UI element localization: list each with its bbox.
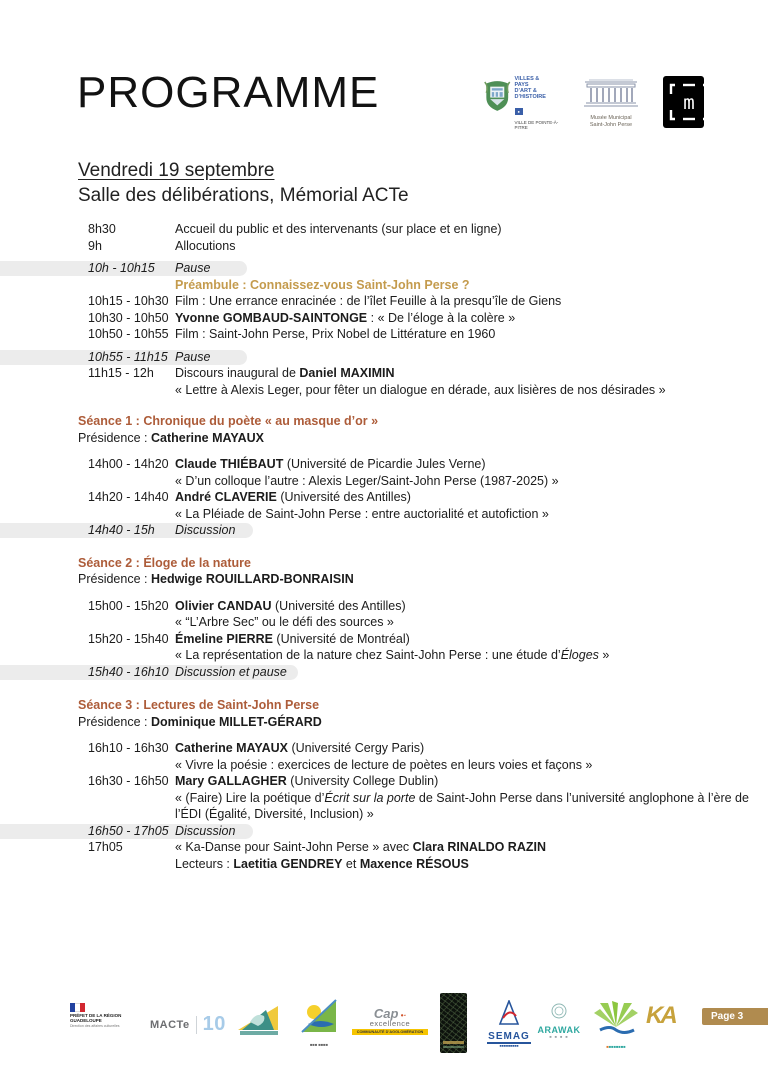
text-segment: Mary GALLAGHER: [175, 774, 287, 788]
schedule-row: [88, 293, 768, 310]
prefet-region-guadeloupe-logo: [70, 1003, 122, 1028]
event-description: [175, 293, 754, 310]
text-segment: Yvonne GOMBAUD-SAINTONGE: [175, 310, 368, 325]
dark-emblem-icon: [440, 993, 467, 1053]
text-segment: Hedwige ROUILLARD-BONRAISIN: [150, 572, 354, 586]
event-description: [175, 489, 754, 506]
text-segment: Présidence :: [78, 572, 151, 586]
crest-city-badge: ●: [515, 108, 523, 115]
time-slot: 15h20 - 15h40: [88, 631, 169, 646]
text-segment: (Université de Montréal): [272, 631, 410, 646]
text-segment: « La représentation de la nature chez Saint-John Perse : une étude d’: [175, 648, 561, 662]
city-crest-icon: [484, 76, 511, 116]
text-segment: Clara RINALDO RAZIN: [412, 840, 546, 854]
text-segment: Présidence :: [78, 714, 151, 729]
time-slot: 10h30 - 10h50: [88, 310, 169, 325]
arawak-sublabel: ■ ■ ■ ■: [549, 1035, 569, 1039]
event-description: [175, 773, 754, 790]
text-segment: (University College Dublin): [286, 774, 439, 788]
time-slot: 8h30: [88, 222, 116, 236]
text-segment: « Ka-Danse pour Saint-John Perse » avec: [175, 840, 413, 854]
talk-detail-line: [175, 757, 754, 774]
text-segment: Maxence RÉSOUS: [359, 856, 469, 871]
text-segment: Catherine MAYAUX: [150, 430, 264, 445]
event-venue: Salle des délibérations, Mémorial ACTe: [78, 185, 409, 206]
chair-line: [78, 430, 768, 447]
event-description: [175, 221, 754, 238]
crest-caption: VILLES & PAYS D’ART & D’HISTOIRE: [514, 76, 546, 100]
text-segment: Laetitia GENDREY: [233, 856, 343, 871]
event-description: [175, 839, 754, 856]
text-segment: Discussion: [175, 523, 236, 537]
agave-plant-logo: [592, 997, 640, 1049]
time-slot: 10h55 - 11h15: [88, 349, 168, 364]
event-description: [175, 522, 754, 539]
talk-detail-line: [175, 506, 754, 523]
schedule-row: [88, 823, 768, 840]
spacer: [0, 588, 768, 598]
text-segment: et: [342, 856, 360, 871]
m-bracket-icon: [663, 76, 715, 128]
cap-dot-icon: •·: [398, 1011, 407, 1020]
schedule-row: [88, 598, 768, 615]
schedule-row: [88, 489, 768, 506]
cap-excellence-logo: [352, 1008, 428, 1035]
event-description: [175, 365, 754, 382]
text-segment: André CLAVERIE: [175, 490, 277, 504]
semag-logo: [487, 1000, 531, 1048]
schedule-row: [88, 522, 768, 539]
schedule-row: [88, 631, 768, 648]
schedule-row: [88, 326, 768, 343]
text-segment: « Vivre la poésie : exercices de lecture de poètes en leurs voies et façons »: [175, 757, 593, 772]
macte-10-badge: 10: [202, 1013, 226, 1035]
musee-caption-line2: Saint-John Perse: [589, 121, 633, 128]
text-segment: « Lettre à Alexis Leger, pour fêter un dialogue en dérade, aux lisières de nos désirades »: [175, 382, 666, 397]
cap-excellence-word: excellence: [369, 1019, 411, 1028]
time-slot: 10h50 - 10h55: [88, 327, 169, 341]
musee-caption-line1: Musée Municipal: [590, 115, 632, 121]
schedule-row: [88, 839, 768, 856]
text-segment: (Université Cergy Paris): [288, 741, 425, 755]
semag-label: SEMAG: [488, 1031, 530, 1042]
time-slot: 15h40 - 16h10: [88, 664, 169, 679]
talk-detail-line: [175, 647, 754, 664]
header-logos: [484, 76, 704, 136]
schedule-row: [88, 773, 768, 790]
text-segment: Éloges: [560, 648, 599, 662]
time-slot: 17h05: [88, 840, 123, 854]
text-segment: Film : Saint-John Perse, Prix Nobel de Littérature en 1960: [175, 327, 496, 341]
text-segment: « “L’Arbre Sec” ou le défi des sources »: [175, 615, 394, 629]
event-description: [175, 598, 754, 615]
agave-leaves-icon: [592, 997, 640, 1039]
text-segment: (Université des Antilles): [271, 598, 406, 613]
text-segment: Catherine MAYAUX: [175, 741, 289, 755]
text-segment: : « De l’éloge à la colère »: [367, 310, 516, 325]
time-slot: 16h50 - 17h05: [88, 823, 169, 838]
text-segment: « (Faire) Lire la poétique d’: [175, 790, 325, 805]
text-segment: Accueil du public et des intervenants (sur place et en ligne): [175, 222, 502, 236]
arawak-label: ARAWAK: [537, 1025, 581, 1035]
prefet-sublabel: Direction des affaires culturelles: [70, 1024, 120, 1028]
event-description: [175, 631, 754, 648]
schedule-row: [88, 349, 768, 366]
schedule-row: [88, 664, 768, 681]
talk-detail-line: [175, 473, 754, 490]
spacer: [0, 446, 768, 456]
event-description: [175, 260, 754, 277]
text-segment: (Université de Picardie Jules Verne): [283, 457, 486, 471]
semag-sublabel: ■■■■■■■■■: [499, 1044, 519, 1048]
pointe-a-pitre-crest-logo: [484, 76, 559, 130]
arawak-logo: [534, 1003, 584, 1040]
text-segment: Allocutions: [175, 238, 236, 253]
text-segment: Lecteurs :: [175, 856, 234, 871]
event-description: [175, 740, 754, 757]
talk-detail-line: [175, 277, 754, 294]
svg-text:m: m: [683, 92, 695, 114]
ka-label: KA: [646, 1002, 675, 1029]
text-segment: Discours inaugural de: [175, 366, 300, 380]
schedule-row: [88, 740, 768, 757]
text-segment: de Saint-John Perse dans l’université anglophone à l’ère de l’ÉDI (Égalité, Diversité, Inclusion) »: [175, 790, 749, 821]
text-segment: Olivier CANDAU: [175, 598, 272, 613]
m-bracket-logo: [663, 76, 704, 128]
ka-logo: [646, 1002, 675, 1030]
arawak-medallion-icon: [551, 1003, 567, 1019]
divider: [196, 1016, 197, 1034]
time-slot: 10h15 - 10h30: [88, 294, 169, 308]
session-heading: Séance 1 : Chronique du poète « au masque d’or »: [78, 414, 379, 428]
time-slot: 9h: [88, 238, 102, 253]
event-description: [175, 310, 754, 327]
time-slot: 14h00 - 14h20: [88, 457, 169, 471]
text-segment: Discussion: [175, 823, 236, 838]
text-segment: Discussion et pause: [175, 664, 287, 679]
chair-line: [78, 571, 768, 588]
talk-detail-line: [175, 790, 754, 823]
session-heading: Séance 3 : Lectures de Saint-John Perse: [78, 698, 320, 712]
region-sublabel: ■■■ ■■■■: [309, 1042, 329, 1047]
schedule-row: [88, 310, 768, 327]
talk-detail-line: [175, 382, 754, 399]
region-guadeloupe-logo: [298, 998, 340, 1048]
text-segment: Écrit sur la porte: [324, 790, 416, 805]
text-segment: Préambule : Connaissez-vous Saint-John Perse ?: [175, 277, 470, 292]
time-slot: 14h20 - 14h40: [88, 490, 169, 504]
event-description: [175, 326, 754, 343]
time-slot: 14h40 - 15h: [88, 523, 155, 537]
text-segment: « D’un colloque l’autre : Alexis Leger/Saint-John Perse (1987-2025) »: [175, 473, 559, 488]
region-sun-icon: [298, 998, 340, 1038]
chair-line: [78, 714, 768, 731]
time-slot: 15h00 - 15h20: [88, 598, 169, 613]
text-segment: (Université des Antilles): [276, 490, 411, 504]
semag-sail-icon: [496, 1000, 522, 1026]
agave-sublabel: ■■■■■■■■: [606, 1044, 626, 1049]
departement-guadeloupe-logo: [236, 1002, 280, 1043]
crest-subcaption: VILLE DE POINTE-À-PITRE: [514, 120, 559, 130]
session-heading: Séance 2 : Éloge de la nature: [78, 555, 251, 570]
event-description: [175, 238, 754, 255]
text-segment: « La Pléiade de Saint-John Perse : entre auctorialité et autofiction »: [175, 506, 549, 521]
time-slot: 16h30 - 16h50: [88, 774, 169, 788]
event-date: Vendredi 19 septembre: [78, 160, 275, 181]
prefet-label: PRÉFET DE LA RÉGION GUADELOUPE: [70, 1013, 122, 1023]
time-slot: 16h10 - 16h30: [88, 741, 169, 755]
dark-vertical-emblem-logo: [440, 993, 467, 1053]
cap-subband: COMMUNAUTÉ D’AGGLOMÉRATION: [352, 1029, 428, 1035]
talk-detail-line: [175, 856, 754, 873]
schedule-row: [88, 456, 768, 473]
time-slot: 10h - 10h15: [88, 261, 155, 275]
macte-10e-logo: [150, 1013, 226, 1036]
time-slot: 11h15 - 12h: [88, 366, 154, 380]
text-segment: Présidence :: [78, 430, 151, 445]
schedule: [0, 221, 768, 872]
schedule-row: [88, 260, 768, 277]
schedule-row: [88, 365, 768, 382]
schedule-row: [88, 221, 768, 238]
text-segment: Film : Une errance enracinée : de l’îlet Feuille à la presqu’île de Giens: [175, 294, 562, 308]
text-segment: Claude THIÉBAUT: [175, 457, 284, 471]
text-segment: Daniel MAXIMIN: [299, 366, 395, 380]
macte-label: MACTe: [150, 1018, 190, 1031]
page-title: PROGRAMME: [77, 68, 380, 117]
event-description: [175, 349, 754, 366]
event-description: [175, 456, 754, 473]
text-segment: Pause: [175, 261, 211, 275]
spacer: [0, 539, 768, 555]
text-segment: Pause: [175, 349, 211, 364]
event-description: [175, 664, 754, 681]
schedule-row: [88, 238, 768, 255]
cap-label: Cap: [373, 1006, 399, 1021]
spacer: [0, 398, 768, 413]
page-number-badge: Page 3: [702, 1008, 768, 1025]
spacer: [0, 680, 768, 697]
musee-municipal-logo: [583, 76, 639, 128]
french-flag-icon: [70, 1003, 85, 1012]
text-segment: »: [598, 648, 610, 662]
museum-building-icon: [583, 76, 639, 110]
spacer: [0, 730, 768, 740]
text-segment: Émeline PIERRE: [175, 631, 273, 646]
talk-detail-line: [175, 614, 754, 631]
text-segment: Dominique MILLET-GÉRARD: [150, 714, 322, 729]
event-description: [175, 823, 754, 840]
mountain-triangle-icon: [236, 1002, 280, 1038]
